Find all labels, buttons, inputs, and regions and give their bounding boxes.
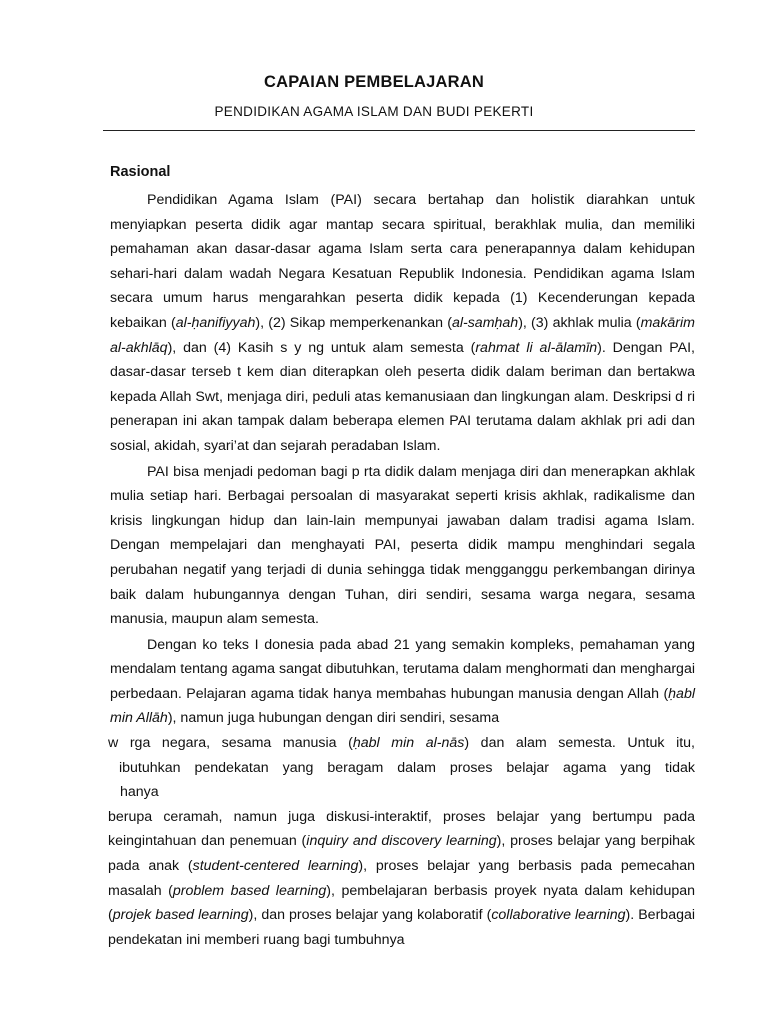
text-run: ), (3) akhlak mulia ( — [518, 314, 641, 331]
text-run: Dengan ko teks I donesia pada abad 21 yang semakin kompleks, pemahaman yang mendalam tentang agama sangat dibutuhkan, terutama dalam menghormati dan menghargai perbedaan. Pelajaran agama tidak hanya membahas hubungan manusia dengan Allah ( — [110, 636, 695, 702]
italic-term: student-centered learning — [192, 858, 359, 875]
header-divider — [103, 130, 695, 131]
paragraph-3-continued — [108, 731, 695, 756]
italic-term: inquiry and discovery learning — [306, 833, 497, 850]
text-run: w rga negara, sesama manusia ( — [108, 735, 353, 752]
italic-term: collaborative learning — [491, 907, 626, 924]
text-run: PAI bisa menjadi pedoman bagi p rta didik dalam menjaga diri dan menerapkan akhlak mulia setiap hari. Berbagai persoalan di masyarakat seperti krisis akhlak, radikalisme dan krisis lingkungan hidup dan lain-lain mempunyai jawaban dalam tradisi agama Islam. Dengan mempelajari dan menghayati PAI, peserta didik mampu menghindari segala perubahan negatif yang terjadi di dunia sehingga tidak mengganggu perkembangan dirinya baik dalam hubungannya dengan Tuhan, diri sendiri, sesama warga negara, sesama manusia, maupun alam semesta. — [110, 463, 695, 628]
italic-term: ḥabl min al-nās — [352, 735, 465, 752]
paragraph-2 — [110, 460, 695, 632]
text-run: ) dan alam semesta. Untuk itu, — [464, 735, 695, 752]
section-heading: Rasional — [110, 164, 171, 180]
text-run: ), (2) Sikap memperkenankan ( — [255, 314, 452, 331]
text-run: Pendidikan Agama Islam (PAI) secara bertahap dan holistik diarahkan untuk menyiapkan peserta didik agar mantap secara spiritual, berakhlak mulia, dan memiliki pemahaman akan dasar-dasar agama Islam serta cara penerapannya dalam kehidupan sehari-hari dalam wadah Negara Kesatuan Republik Indonesia. Pendidikan agama Islam secara umum harus mengarahkan peserta didik kepada (1) Kecenderungan kepada kebaikan ( — [110, 192, 695, 331]
text-run: ), proses belajar yang berbasis pada pemecahan masalah ( — [108, 858, 696, 899]
text-run: ). Berbagai pendekatan ini memberi ruang bagi tumbuhnya — [108, 907, 696, 948]
paragraph-3-fragment — [110, 756, 695, 781]
text-run: berupa ceramah, namun juga diskusi-interaktif, proses belajar yang bertumpu pada keingintahuan dan penemuan ( — [108, 808, 695, 850]
italic-term: problem based learning — [172, 882, 327, 899]
text-run: ), dan (4) Kasih s y ng untuk alam semesta ( — [167, 339, 476, 356]
document-subtitle: PENDIDIKAN AGAMA ISLAM DAN BUDI PEKERTI — [214, 104, 534, 119]
body-text — [110, 188, 695, 952]
text-run: ), dan proses belajar yang kolaboratif ( — [248, 907, 492, 924]
italic-term: al-samḥah — [451, 314, 519, 331]
italic-term: ḥabl min Allāh — [110, 685, 695, 727]
text-run: ibutuhkan pendekatan yang beragam dalam proses belajar agama yang tidak — [119, 759, 695, 776]
italic-term: projek based learning — [112, 907, 249, 924]
text-run: hanya — [120, 784, 159, 801]
paragraph-3-fragment-end — [110, 780, 695, 805]
text-run: ), namun juga hubungan dengan diri sendiri, sesama — [167, 710, 500, 727]
text-run: ), pembelajaran berbasis proyek nyata dalam kehidupan ( — [108, 882, 695, 924]
paragraph-1 — [110, 188, 695, 459]
italic-term: al-ḥanifiyyah — [175, 314, 256, 331]
italic-term: rahmat li al-ālamīn — [475, 339, 598, 356]
text-run: ). Dengan PAI, dasar-dasar terseb t kem dian diterapkan oleh peserta didik dalam beriman dan bertakwa kepada Allah Swt, menjaga diri, peduli atas kemanusiaan dan lingkungan alam. Deskripsi d ri penerapan ini akan tampak dalam beberapa elemen PAI terutama dalam akhlak pri adi dan sosial, akidah, syari’at dan sejarah peradaban Islam. — [110, 339, 695, 454]
paragraph-3 — [110, 633, 695, 731]
document-title: CAPAIAN PEMBELAJARAN — [263, 73, 485, 91]
paragraph-4 — [108, 805, 695, 953]
text-run: ), proses belajar yang berpihak pada anak ( — [108, 833, 695, 875]
italic-term: makārim al-akhlāq — [110, 314, 695, 356]
